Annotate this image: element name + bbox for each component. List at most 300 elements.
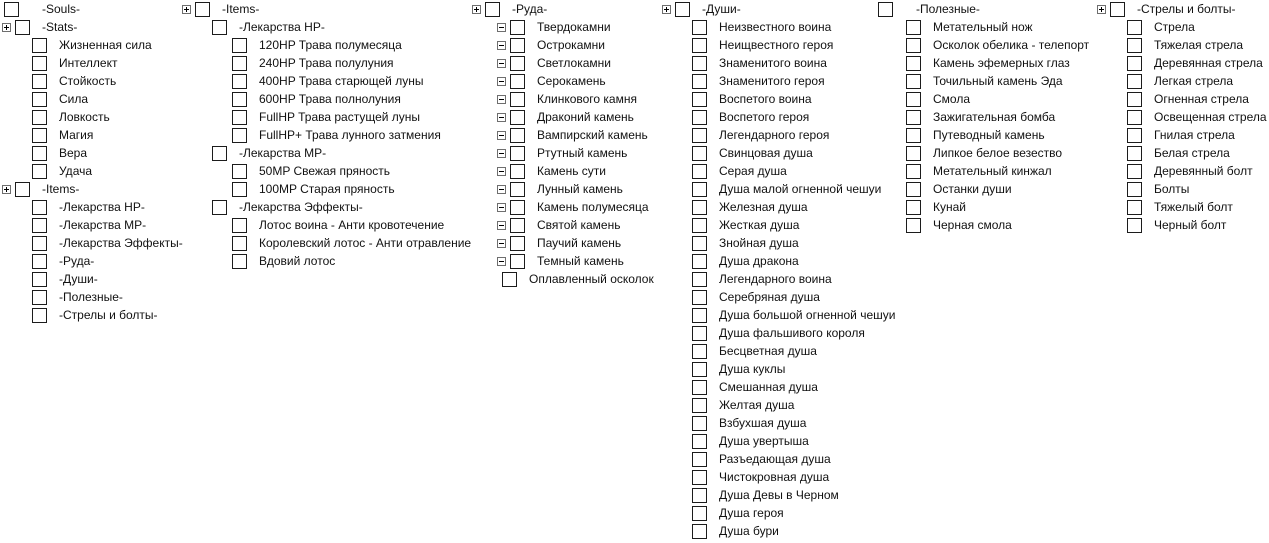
checkbox[interactable] bbox=[692, 434, 707, 449]
tree-item-label[interactable]: Черная смола bbox=[933, 218, 1012, 232]
tree-row[interactable] bbox=[1095, 90, 1267, 108]
tree-item-label[interactable]: Темный камень bbox=[537, 254, 624, 268]
tree-item-label[interactable]: Неизвестного воина bbox=[719, 20, 832, 34]
tree-item-label[interactable]: -Стрелы и болты- bbox=[1137, 2, 1236, 16]
tree-item-label[interactable]: Болты bbox=[1154, 182, 1190, 196]
tree-row[interactable] bbox=[660, 396, 895, 414]
tree-row[interactable] bbox=[660, 360, 895, 378]
tree-item-label[interactable]: Бесцветная душа bbox=[719, 344, 817, 358]
tree-row[interactable] bbox=[874, 18, 1089, 36]
tree-row[interactable] bbox=[470, 0, 654, 18]
checkbox[interactable] bbox=[906, 56, 921, 71]
tree-item-label[interactable]: Интеллект bbox=[59, 56, 118, 70]
tree-item-label[interactable]: Удача bbox=[59, 164, 93, 178]
tree-row[interactable] bbox=[660, 324, 895, 342]
checkbox[interactable] bbox=[232, 38, 247, 53]
checkbox[interactable] bbox=[1127, 218, 1142, 233]
tree-row[interactable] bbox=[660, 342, 895, 360]
tree-item-label[interactable]: Душа фальшивого короля bbox=[719, 326, 865, 340]
tree-item-label[interactable]: -Руда- bbox=[512, 2, 548, 16]
checkbox[interactable] bbox=[32, 74, 47, 89]
minus-icon[interactable] bbox=[497, 203, 506, 212]
tree-item-label[interactable]: Лотос воина - Анти кровотечение bbox=[259, 218, 445, 232]
tree-row[interactable] bbox=[874, 90, 1089, 108]
checkbox[interactable] bbox=[692, 362, 707, 377]
tree-row[interactable] bbox=[180, 126, 471, 144]
tree-row[interactable] bbox=[874, 144, 1089, 162]
tree-row[interactable] bbox=[180, 108, 471, 126]
tree-row[interactable] bbox=[660, 162, 895, 180]
tree-row[interactable] bbox=[470, 180, 654, 198]
checkbox[interactable] bbox=[1127, 74, 1142, 89]
tree-item-label[interactable]: Камень эфемерных глаз bbox=[933, 56, 1070, 70]
tree-row[interactable] bbox=[660, 234, 895, 252]
tree-row[interactable] bbox=[874, 180, 1089, 198]
tree-item-label[interactable]: Камень полумесяца bbox=[537, 200, 649, 214]
checkbox[interactable] bbox=[15, 182, 30, 197]
tree-item-label[interactable]: Деревянная стрела bbox=[1154, 56, 1263, 70]
checkbox[interactable] bbox=[32, 92, 47, 107]
checkbox[interactable] bbox=[906, 110, 921, 125]
tree-item-label[interactable]: -Лекарства Эффекты- bbox=[239, 200, 363, 214]
tree-row[interactable] bbox=[0, 144, 183, 162]
plus-icon[interactable] bbox=[662, 5, 671, 14]
checkbox[interactable] bbox=[232, 128, 247, 143]
tree-row[interactable] bbox=[0, 180, 183, 198]
checkbox[interactable] bbox=[1127, 38, 1142, 53]
checkbox[interactable] bbox=[692, 524, 707, 539]
tree-item-label[interactable]: Знаменитого воина bbox=[719, 56, 827, 70]
checkbox[interactable] bbox=[510, 182, 525, 197]
tree-row[interactable] bbox=[0, 216, 183, 234]
tree-item-label[interactable]: Ртутный камень bbox=[537, 146, 628, 160]
minus-icon[interactable] bbox=[497, 167, 506, 176]
checkbox[interactable] bbox=[906, 92, 921, 107]
tree-item-label[interactable]: Клинкового камня bbox=[537, 92, 637, 106]
tree-item-label[interactable]: Деревянный болт bbox=[1154, 164, 1253, 178]
checkbox[interactable] bbox=[510, 20, 525, 35]
checkbox[interactable] bbox=[692, 506, 707, 521]
checkbox[interactable] bbox=[232, 92, 247, 107]
tree-row[interactable] bbox=[660, 36, 895, 54]
tree-row[interactable] bbox=[0, 54, 183, 72]
tree-item-label[interactable]: 600HP Трава полнолуния bbox=[259, 92, 401, 106]
tree-item-label[interactable]: Легендарного героя bbox=[719, 128, 830, 142]
minus-icon[interactable] bbox=[497, 113, 506, 122]
checkbox[interactable] bbox=[1127, 128, 1142, 143]
checkbox[interactable] bbox=[692, 308, 707, 323]
tree-item-label[interactable]: Душа малой огненной чешуи bbox=[719, 182, 882, 196]
tree-item-label[interactable]: Магия bbox=[59, 128, 94, 142]
tree-item-label[interactable]: Твердокамни bbox=[537, 20, 611, 34]
tree-item-label[interactable]: 100MP Старая пряность bbox=[259, 182, 395, 196]
tree-item-label[interactable]: Воспетого воина bbox=[719, 92, 812, 106]
checkbox[interactable] bbox=[510, 254, 525, 269]
tree-row[interactable] bbox=[660, 180, 895, 198]
checkbox[interactable] bbox=[906, 182, 921, 197]
tree-row[interactable] bbox=[1095, 18, 1267, 36]
tree-item-label[interactable]: -Полезные- bbox=[59, 290, 123, 304]
minus-icon[interactable] bbox=[497, 185, 506, 194]
checkbox[interactable] bbox=[4, 2, 19, 17]
checkbox[interactable] bbox=[232, 110, 247, 125]
checkbox[interactable] bbox=[32, 254, 47, 269]
checkbox[interactable] bbox=[232, 74, 247, 89]
tree-row[interactable] bbox=[874, 162, 1089, 180]
tree-row[interactable] bbox=[0, 126, 183, 144]
checkbox[interactable] bbox=[1110, 2, 1125, 17]
tree-item-label[interactable]: Душа большой огненной чешуи bbox=[719, 308, 896, 322]
tree-item-label[interactable]: Вдовий лотос bbox=[259, 254, 336, 268]
checkbox[interactable] bbox=[692, 290, 707, 305]
tree-item-label[interactable]: -Items- bbox=[42, 182, 80, 196]
tree-item-label[interactable]: Воспетого героя bbox=[719, 110, 810, 124]
tree-item-label[interactable]: FullHP+ Трава лунного затмения bbox=[259, 128, 441, 142]
checkbox[interactable] bbox=[510, 38, 525, 53]
tree-item-label[interactable]: Святой камень bbox=[537, 218, 621, 232]
tree-row[interactable] bbox=[660, 288, 895, 306]
tree-item-label[interactable]: Королевский лотос - Анти отравление bbox=[259, 236, 472, 250]
tree-item-label[interactable]: Тяжелый болт bbox=[1154, 200, 1233, 214]
checkbox[interactable] bbox=[232, 236, 247, 251]
tree-row[interactable] bbox=[470, 252, 654, 270]
tree-item-label[interactable]: Камень сути bbox=[537, 164, 606, 178]
tree-item-label[interactable]: Знойная душа bbox=[719, 236, 799, 250]
tree-row[interactable] bbox=[660, 450, 895, 468]
checkbox[interactable] bbox=[878, 2, 893, 17]
tree-row[interactable] bbox=[470, 162, 654, 180]
tree-item-label[interactable]: Паучий камень bbox=[537, 236, 622, 250]
tree-item-label[interactable]: Чистокровная душа bbox=[719, 470, 830, 484]
tree-item-label[interactable]: Метательный кинжал bbox=[933, 164, 1052, 178]
tree-item-label[interactable]: Вера bbox=[59, 146, 88, 160]
checkbox[interactable] bbox=[1127, 92, 1142, 107]
tree-row[interactable] bbox=[470, 36, 654, 54]
tree-item-label[interactable]: -Лекарства MP- bbox=[59, 218, 147, 232]
tree-row[interactable] bbox=[660, 306, 895, 324]
tree-row[interactable] bbox=[660, 216, 895, 234]
tree-item-label[interactable]: Путеводный камень bbox=[933, 128, 1045, 142]
tree-item-label[interactable]: -Стрелы и болты- bbox=[59, 308, 158, 322]
checkbox[interactable] bbox=[692, 236, 707, 251]
tree-row[interactable] bbox=[470, 54, 654, 72]
tree-item-label[interactable]: Драконий камень bbox=[537, 110, 634, 124]
tree-item-label[interactable]: FullHP Трава растущей луны bbox=[259, 110, 421, 124]
tree-row[interactable] bbox=[0, 198, 183, 216]
tree-item-label[interactable]: Разъедающая душа bbox=[719, 452, 831, 466]
tree-row[interactable] bbox=[180, 216, 471, 234]
tree-item-label[interactable]: 240HP Трава полулуния bbox=[259, 56, 394, 70]
checkbox[interactable] bbox=[906, 218, 921, 233]
tree-item-label[interactable]: Душа героя bbox=[719, 506, 784, 520]
tree-item-label[interactable]: 120HP Трава полумесяца bbox=[259, 38, 402, 52]
checkbox[interactable] bbox=[232, 182, 247, 197]
checkbox[interactable] bbox=[195, 2, 210, 17]
minus-icon[interactable] bbox=[497, 131, 506, 140]
tree-row[interactable] bbox=[470, 18, 654, 36]
tree-row[interactable] bbox=[470, 108, 654, 126]
tree-row[interactable] bbox=[180, 162, 471, 180]
minus-icon[interactable] bbox=[497, 41, 506, 50]
tree-row[interactable] bbox=[0, 306, 183, 324]
checkbox[interactable] bbox=[692, 56, 707, 71]
checkbox[interactable] bbox=[692, 488, 707, 503]
checkbox[interactable] bbox=[232, 254, 247, 269]
tree-row[interactable] bbox=[874, 126, 1089, 144]
minus-icon[interactable] bbox=[497, 23, 506, 32]
checkbox[interactable] bbox=[510, 56, 525, 71]
tree-row[interactable] bbox=[180, 198, 471, 216]
tree-item-label[interactable]: Свинцовая душа bbox=[719, 146, 813, 160]
tree-row[interactable] bbox=[0, 108, 183, 126]
checkbox[interactable] bbox=[32, 308, 47, 323]
plus-icon[interactable] bbox=[472, 5, 481, 14]
checkbox[interactable] bbox=[32, 56, 47, 71]
tree-row[interactable] bbox=[660, 252, 895, 270]
tree-row[interactable] bbox=[660, 522, 895, 540]
tree-item-label[interactable]: Легкая стрела bbox=[1154, 74, 1234, 88]
tree-item-label[interactable]: -Души- bbox=[702, 2, 741, 16]
minus-icon[interactable] bbox=[497, 77, 506, 86]
checkbox[interactable] bbox=[1127, 164, 1142, 179]
tree-item-label[interactable]: Душа Девы в Черном bbox=[719, 488, 839, 502]
tree-row[interactable] bbox=[1095, 72, 1267, 90]
tree-item-label[interactable]: Душа дракона bbox=[719, 254, 799, 268]
checkbox[interactable] bbox=[906, 20, 921, 35]
tree-item-label[interactable]: Лунный камень bbox=[537, 182, 623, 196]
tree-row[interactable] bbox=[1095, 54, 1267, 72]
checkbox[interactable] bbox=[1127, 110, 1142, 125]
checkbox[interactable] bbox=[1127, 56, 1142, 71]
checkbox[interactable] bbox=[485, 2, 500, 17]
tree-item-label[interactable]: -Руда- bbox=[59, 254, 95, 268]
checkbox[interactable] bbox=[212, 20, 227, 35]
tree-row[interactable] bbox=[660, 198, 895, 216]
tree-row[interactable] bbox=[180, 54, 471, 72]
tree-item-label[interactable]: Липкое белое везество bbox=[933, 146, 1063, 160]
tree-row[interactable] bbox=[470, 198, 654, 216]
checkbox[interactable] bbox=[32, 200, 47, 215]
tree-row[interactable] bbox=[180, 180, 471, 198]
tree-row[interactable] bbox=[0, 288, 183, 306]
tree-row[interactable] bbox=[874, 72, 1089, 90]
minus-icon[interactable] bbox=[497, 59, 506, 68]
checkbox[interactable] bbox=[692, 398, 707, 413]
tree-row[interactable] bbox=[874, 216, 1089, 234]
tree-item-label[interactable]: -Items- bbox=[222, 2, 260, 16]
tree-row[interactable] bbox=[660, 468, 895, 486]
checkbox[interactable] bbox=[692, 218, 707, 233]
checkbox[interactable] bbox=[510, 110, 525, 125]
tree-row[interactable] bbox=[470, 126, 654, 144]
tree-item-label[interactable]: Серая душа bbox=[719, 164, 787, 178]
tree-row[interactable] bbox=[180, 234, 471, 252]
checkbox[interactable] bbox=[32, 110, 47, 125]
checkbox[interactable] bbox=[692, 128, 707, 143]
checkbox[interactable] bbox=[32, 236, 47, 251]
tree-item-label[interactable]: Душа куклы bbox=[719, 362, 786, 376]
tree-row[interactable] bbox=[660, 72, 895, 90]
tree-item-label[interactable]: -Лекарства HP- bbox=[239, 20, 325, 34]
checkbox[interactable] bbox=[906, 200, 921, 215]
tree-item-label[interactable]: Оплавленный осколок bbox=[529, 272, 654, 286]
tree-item-label[interactable]: Стойкость bbox=[59, 74, 117, 88]
checkbox[interactable] bbox=[906, 146, 921, 161]
checkbox[interactable] bbox=[692, 452, 707, 467]
checkbox[interactable] bbox=[906, 38, 921, 53]
checkbox[interactable] bbox=[510, 236, 525, 251]
tree-item-label[interactable]: Острокамни bbox=[537, 38, 605, 52]
tree-item-label[interactable]: 50MP Свежая пряность bbox=[259, 164, 391, 178]
tree-item-label[interactable]: Смола bbox=[933, 92, 971, 106]
checkbox[interactable] bbox=[692, 146, 707, 161]
tree-item-label[interactable]: Кунай bbox=[933, 200, 966, 214]
checkbox[interactable] bbox=[1127, 200, 1142, 215]
checkbox[interactable] bbox=[32, 164, 47, 179]
checkbox[interactable] bbox=[32, 146, 47, 161]
tree-item-label[interactable]: Ловкость bbox=[59, 110, 110, 124]
checkbox[interactable] bbox=[502, 272, 517, 287]
tree-row[interactable] bbox=[1095, 126, 1267, 144]
tree-row[interactable] bbox=[0, 18, 183, 36]
checkbox[interactable] bbox=[692, 74, 707, 89]
tree-item-label[interactable]: Сила bbox=[59, 92, 89, 106]
tree-row[interactable] bbox=[470, 144, 654, 162]
tree-row[interactable] bbox=[1095, 144, 1267, 162]
checkbox[interactable] bbox=[906, 74, 921, 89]
tree-row[interactable] bbox=[470, 234, 654, 252]
checkbox[interactable] bbox=[510, 164, 525, 179]
tree-item-label[interactable]: Огненная стрела bbox=[1154, 92, 1249, 106]
tree-row[interactable] bbox=[660, 18, 895, 36]
tree-row[interactable] bbox=[180, 36, 471, 54]
plus-icon[interactable] bbox=[2, 23, 11, 32]
minus-icon[interactable] bbox=[497, 239, 506, 248]
tree-item-label[interactable]: Освещенная стрела bbox=[1154, 110, 1267, 124]
tree-item-label[interactable]: Тяжелая стрела bbox=[1154, 38, 1244, 52]
tree-row[interactable] bbox=[470, 90, 654, 108]
tree-row[interactable] bbox=[660, 486, 895, 504]
checkbox[interactable] bbox=[692, 182, 707, 197]
checkbox[interactable] bbox=[692, 470, 707, 485]
checkbox[interactable] bbox=[32, 38, 47, 53]
checkbox[interactable] bbox=[675, 2, 690, 17]
tree-item-label[interactable]: Зажигательная бомба bbox=[933, 110, 1056, 124]
tree-row[interactable] bbox=[0, 0, 183, 18]
minus-icon[interactable] bbox=[497, 95, 506, 104]
tree-item-label[interactable]: -Лекарства HP- bbox=[59, 200, 145, 214]
tree-row[interactable] bbox=[180, 252, 471, 270]
tree-item-label[interactable]: -Души- bbox=[59, 272, 98, 286]
tree-row[interactable] bbox=[1095, 36, 1267, 54]
tree-item-label[interactable]: Точильный камень Эда bbox=[933, 74, 1063, 88]
checkbox[interactable] bbox=[692, 326, 707, 341]
tree-row[interactable] bbox=[180, 90, 471, 108]
checkbox[interactable] bbox=[692, 272, 707, 287]
checkbox[interactable] bbox=[692, 200, 707, 215]
tree-item-label[interactable]: Светлокамни bbox=[537, 56, 611, 70]
tree-row[interactable] bbox=[660, 270, 895, 288]
tree-item-label[interactable]: Взбухшая душа bbox=[719, 416, 807, 430]
tree-item-label[interactable]: Вампирский камень bbox=[537, 128, 648, 142]
tree-row[interactable] bbox=[660, 432, 895, 450]
tree-item-label[interactable]: Смешанная душа bbox=[719, 380, 818, 394]
tree-row[interactable] bbox=[0, 36, 183, 54]
tree-item-label[interactable]: Останки души bbox=[933, 182, 1012, 196]
tree-row[interactable] bbox=[470, 72, 654, 90]
tree-item-label[interactable]: -Stats- bbox=[42, 20, 78, 34]
tree-row[interactable] bbox=[180, 18, 471, 36]
tree-item-label[interactable]: -Полезные- bbox=[916, 2, 980, 16]
tree-row[interactable] bbox=[1095, 0, 1267, 18]
checkbox[interactable] bbox=[510, 74, 525, 89]
tree-item-label[interactable]: Стрела bbox=[1154, 20, 1195, 34]
tree-item-label[interactable]: Неищвестного героя bbox=[719, 38, 834, 52]
tree-row[interactable] bbox=[874, 0, 1089, 18]
tree-row[interactable] bbox=[660, 144, 895, 162]
tree-item-label[interactable]: Жизненная сила bbox=[59, 38, 152, 52]
tree-row[interactable] bbox=[1095, 216, 1267, 234]
checkbox[interactable] bbox=[32, 272, 47, 287]
checkbox[interactable] bbox=[692, 254, 707, 269]
tree-item-label[interactable]: Белая стрела bbox=[1154, 146, 1230, 160]
tree-row[interactable] bbox=[0, 72, 183, 90]
tree-item-label[interactable]: -Лекарства MP- bbox=[239, 146, 327, 160]
checkbox[interactable] bbox=[32, 218, 47, 233]
checkbox[interactable] bbox=[1127, 182, 1142, 197]
checkbox[interactable] bbox=[510, 218, 525, 233]
checkbox[interactable] bbox=[1127, 146, 1142, 161]
tree-item-label[interactable]: Душа увертыша bbox=[719, 434, 809, 448]
minus-icon[interactable] bbox=[497, 149, 506, 158]
tree-row[interactable] bbox=[180, 144, 471, 162]
checkbox[interactable] bbox=[906, 164, 921, 179]
tree-row[interactable] bbox=[660, 54, 895, 72]
tree-item-label[interactable]: 400HP Трава старющей луны bbox=[259, 74, 424, 88]
tree-row[interactable] bbox=[1095, 180, 1267, 198]
checkbox[interactable] bbox=[212, 146, 227, 161]
tree-row[interactable] bbox=[0, 234, 183, 252]
tree-row[interactable] bbox=[660, 414, 895, 432]
tree-item-label[interactable]: Метательный нож bbox=[933, 20, 1033, 34]
tree-row[interactable] bbox=[660, 90, 895, 108]
checkbox[interactable] bbox=[212, 200, 227, 215]
checkbox[interactable] bbox=[692, 164, 707, 179]
tree-item-label[interactable]: Душа бури bbox=[719, 524, 779, 538]
checkbox[interactable] bbox=[510, 146, 525, 161]
tree-row[interactable] bbox=[1095, 198, 1267, 216]
tree-row[interactable] bbox=[660, 378, 895, 396]
tree-row[interactable] bbox=[470, 216, 654, 234]
checkbox[interactable] bbox=[906, 128, 921, 143]
tree-item-label[interactable]: Серебряная душа bbox=[719, 290, 820, 304]
checkbox[interactable] bbox=[1127, 20, 1142, 35]
tree-item-label[interactable]: Серокамень bbox=[537, 74, 606, 88]
minus-icon[interactable] bbox=[497, 257, 506, 266]
tree-row[interactable] bbox=[180, 72, 471, 90]
plus-icon[interactable] bbox=[1097, 5, 1106, 14]
tree-item-label[interactable]: Гнилая стрела bbox=[1154, 128, 1235, 142]
tree-row[interactable] bbox=[874, 198, 1089, 216]
tree-row[interactable] bbox=[180, 0, 471, 18]
checkbox[interactable] bbox=[32, 128, 47, 143]
minus-icon[interactable] bbox=[497, 221, 506, 230]
checkbox[interactable] bbox=[692, 110, 707, 125]
checkbox[interactable] bbox=[232, 164, 247, 179]
tree-row[interactable] bbox=[660, 108, 895, 126]
checkbox[interactable] bbox=[692, 380, 707, 395]
tree-item-label[interactable]: Черный болт bbox=[1154, 218, 1227, 232]
